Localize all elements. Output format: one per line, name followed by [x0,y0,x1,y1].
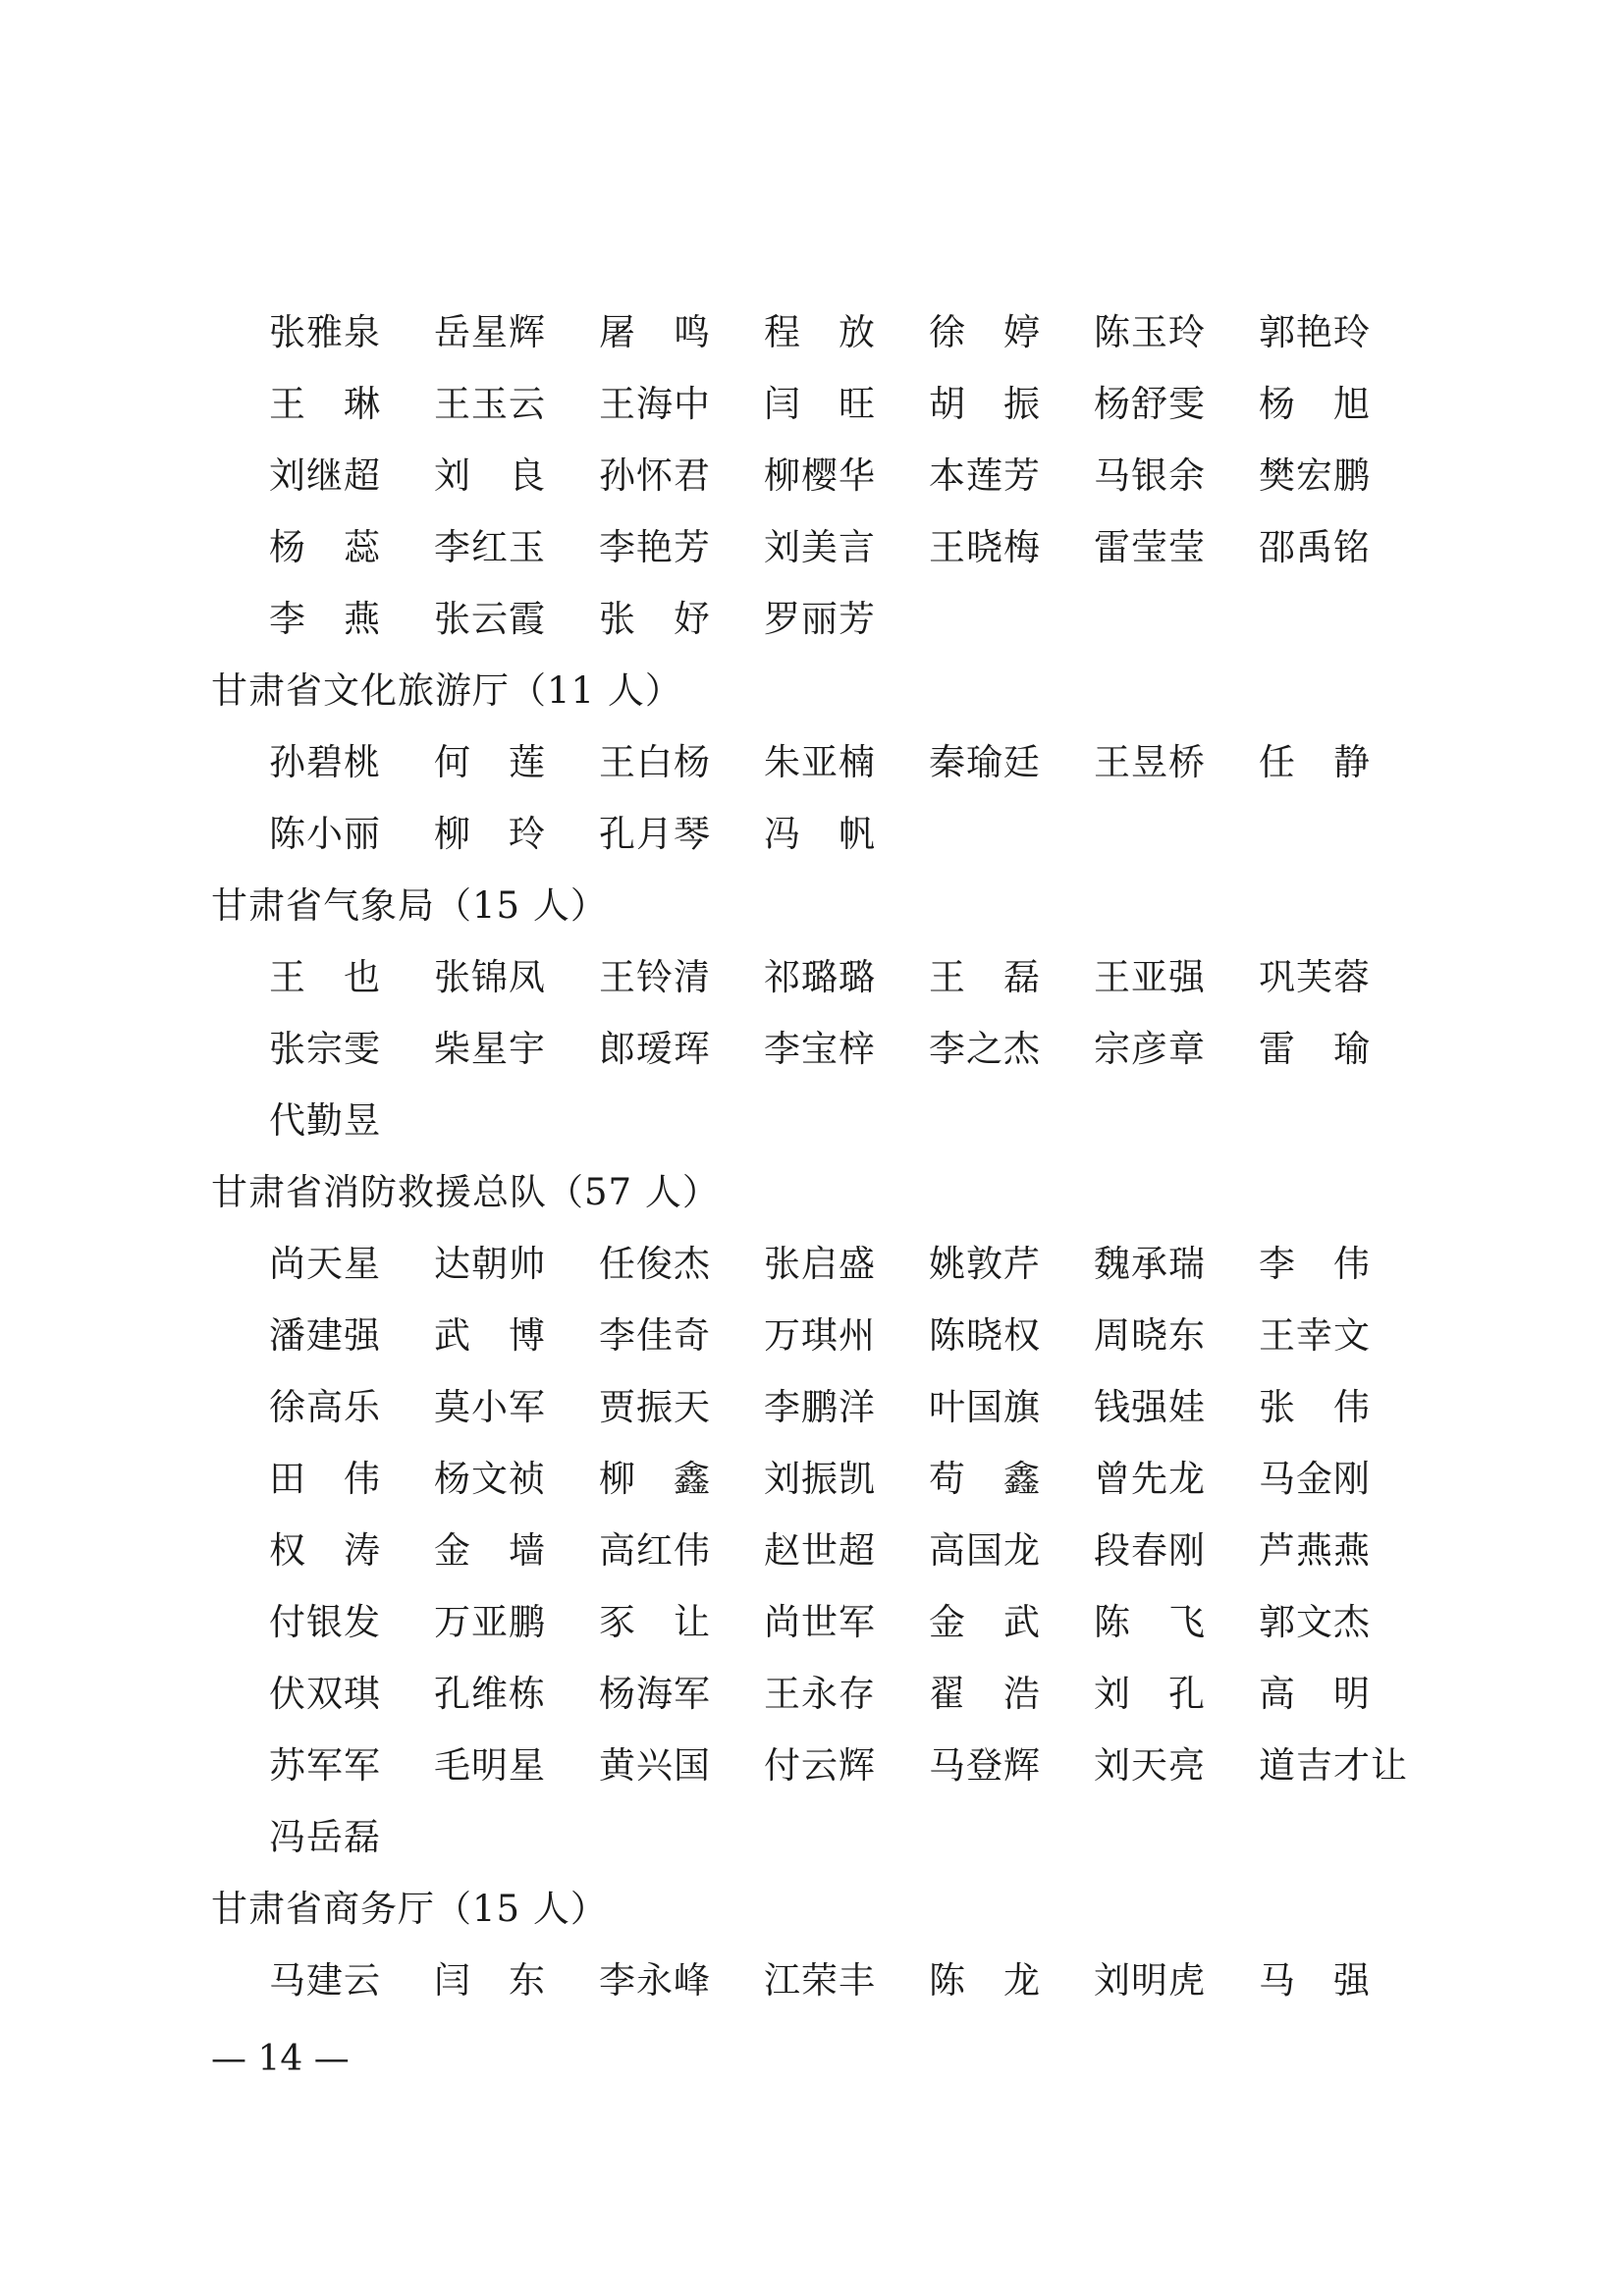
person-name: 何 莲 [434,741,546,783]
name-row [0,1372,1624,1443]
person-name: 王白杨 [599,741,711,783]
name-row [0,441,1624,511]
person-name: 杨 蕊 [269,526,381,568]
person-name: 张锦凤 [434,956,546,998]
person-name: 王 磊 [929,956,1041,998]
person-name: 刘继超 [269,454,381,497]
person-name: 李 伟 [1259,1243,1371,1285]
person-name: 柳 鑫 [599,1458,711,1500]
person-name: 陈小丽 [269,813,381,855]
person-name: 李鹏洋 [764,1386,876,1428]
person-name: 刘天亮 [1094,1744,1206,1787]
person-name: 毛明星 [434,1744,546,1787]
person-name: 胡 振 [929,383,1041,425]
person-name: 高 明 [1259,1673,1371,1715]
person-name: 张 伟 [1259,1386,1371,1428]
person-name: 陈 飞 [1094,1601,1206,1643]
person-name: 刘 孔 [1094,1673,1206,1715]
person-name: 魏承瑞 [1094,1243,1206,1285]
person-name: 樊宏鹏 [1259,454,1371,497]
person-name: 万亚鹏 [434,1601,546,1643]
person-name: 祁璐璐 [764,956,876,998]
person-name: 苏军军 [269,1744,381,1787]
person-name: 翟 浩 [929,1673,1041,1715]
name-row [0,584,1624,655]
person-name: 孔维栋 [434,1673,546,1715]
person-name: 潘建强 [269,1314,381,1357]
name-row [0,1444,1624,1515]
person-name: 田 伟 [269,1458,381,1500]
person-name: 程 放 [764,311,876,353]
person-name: 宗彦章 [1094,1028,1206,1070]
person-name: 刘明虎 [1094,1959,1206,2002]
person-name: 叶国旗 [929,1386,1041,1428]
person-name: 刘美言 [764,526,876,568]
name-row [0,799,1624,870]
person-name: 孙怀君 [599,454,711,497]
person-name: 王海中 [599,383,711,425]
name-row [0,727,1624,798]
person-name: 付云辉 [764,1744,876,1787]
person-name: 付银发 [269,1601,381,1643]
section-heading: 甘肃省商务厅（15 人） [211,1888,608,1930]
name-row [0,1229,1624,1300]
person-name: 芦燕燕 [1259,1529,1371,1572]
person-name: 金 武 [929,1601,1041,1643]
person-name: 陈玉玲 [1094,311,1206,353]
person-name: 权 涛 [269,1529,381,1572]
person-name: 柴星宇 [434,1028,546,1070]
name-row [0,1301,1624,1371]
person-name: 周晓东 [1094,1314,1206,1357]
person-name: 郭文杰 [1259,1601,1371,1643]
section-heading-row [0,1157,1624,1228]
person-name: 陈 龙 [929,1959,1041,2002]
page-number: — 14 — [211,2039,350,2079]
person-name: 郎瑷珲 [599,1028,711,1070]
person-name: 罗丽芳 [764,598,876,640]
person-name: 马银余 [1094,454,1206,497]
person-name: 苟 鑫 [929,1458,1041,1500]
name-row [0,1659,1624,1730]
person-name: 徐高乐 [269,1386,381,1428]
person-name: 万琪州 [764,1314,876,1357]
person-name: 郭艳玲 [1259,311,1371,353]
person-name: 李宝梓 [764,1028,876,1070]
person-name: 秦瑜廷 [929,741,1041,783]
person-name: 马 强 [1259,1959,1371,2002]
name-row [0,1516,1624,1586]
person-name: 张雅泉 [269,311,381,353]
name-row [0,1802,1624,1873]
section-heading: 甘肃省气象局（15 人） [211,884,608,927]
person-name: 张宗雯 [269,1028,381,1070]
name-row [0,1731,1624,1801]
person-name: 王晓梅 [929,526,1041,568]
person-name: 冯 帆 [764,813,876,855]
name-row [0,942,1624,1013]
name-row [0,512,1624,583]
section-heading: 甘肃省消防救援总队（57 人） [211,1171,720,1213]
person-name: 马金刚 [1259,1458,1371,1500]
person-name: 陈晓权 [929,1314,1041,1357]
person-name: 伏双琪 [269,1673,381,1715]
person-name: 刘振凯 [764,1458,876,1500]
section-heading-row [0,656,1624,726]
person-name: 王铃清 [599,956,711,998]
person-name: 高红伟 [599,1529,711,1572]
person-name: 江荣丰 [764,1959,876,2002]
person-name: 金 墙 [434,1529,546,1572]
person-name: 张启盛 [764,1243,876,1285]
person-name: 王幸文 [1259,1314,1371,1357]
section-heading: 甘肃省文化旅游厅（11 人） [211,669,682,712]
person-name: 杨 旭 [1259,383,1371,425]
person-name: 马登辉 [929,1744,1041,1787]
person-name: 任俊杰 [599,1243,711,1285]
person-name: 李之杰 [929,1028,1041,1070]
person-name: 王亚强 [1094,956,1206,998]
person-name: 本莲芳 [929,454,1041,497]
person-name: 莫小军 [434,1386,546,1428]
person-name: 朱亚楠 [764,741,876,783]
person-name: 杨海军 [599,1673,711,1715]
person-name: 豕 让 [599,1601,711,1643]
person-name: 杨舒雯 [1094,383,1206,425]
person-name: 道吉才让 [1259,1744,1408,1787]
person-name: 任 静 [1259,741,1371,783]
person-name: 柳 玲 [434,813,546,855]
person-name: 刘 良 [434,454,546,497]
name-row [0,369,1624,440]
person-name: 闫 旺 [764,383,876,425]
person-name: 张 妤 [599,598,711,640]
person-name: 李永峰 [599,1959,711,2002]
person-name: 曾先龙 [1094,1458,1206,1500]
person-name: 徐 婷 [929,311,1041,353]
name-row [0,1587,1624,1658]
person-name: 钱强娃 [1094,1386,1206,1428]
person-name: 王 也 [269,956,381,998]
person-name: 李 燕 [269,598,381,640]
person-name: 贾振天 [599,1386,711,1428]
person-name: 姚敦芹 [929,1243,1041,1285]
person-name: 杨文祯 [434,1458,546,1500]
name-row [0,297,1624,368]
person-name: 王昱桥 [1094,741,1206,783]
person-name: 岳星辉 [434,311,546,353]
name-row [0,1014,1624,1085]
person-name: 屠 鸣 [599,311,711,353]
person-name: 尚天星 [269,1243,381,1285]
person-name: 雷 瑜 [1259,1028,1371,1070]
name-row [0,1946,1624,2016]
person-name: 柳樱华 [764,454,876,497]
person-name: 尚世军 [764,1601,876,1643]
person-name: 李艳芳 [599,526,711,568]
person-name: 段春刚 [1094,1529,1206,1572]
person-name: 马建云 [269,1959,381,2002]
person-name: 孙碧桃 [269,741,381,783]
person-name: 王永存 [764,1673,876,1715]
person-name: 张云霞 [434,598,546,640]
person-name: 邵禹铭 [1259,526,1371,568]
person-name: 黄兴国 [599,1744,711,1787]
section-heading-row [0,1874,1624,1945]
person-name: 冯岳磊 [269,1816,381,1858]
person-name: 代勤昱 [269,1099,381,1142]
person-name: 闫 东 [434,1959,546,2002]
person-name: 王 琳 [269,383,381,425]
person-name: 雷莹莹 [1094,526,1206,568]
person-name: 李佳奇 [599,1314,711,1357]
person-name: 高国龙 [929,1529,1041,1572]
person-name: 孔月琴 [599,813,711,855]
person-name: 王玉云 [434,383,546,425]
person-name: 武 博 [434,1314,546,1357]
person-name: 达朝帅 [434,1243,546,1285]
name-row [0,1086,1624,1156]
person-name: 李红玉 [434,526,546,568]
person-name: 赵世超 [764,1529,876,1572]
person-name: 巩芙蓉 [1259,956,1371,998]
section-heading-row [0,871,1624,941]
